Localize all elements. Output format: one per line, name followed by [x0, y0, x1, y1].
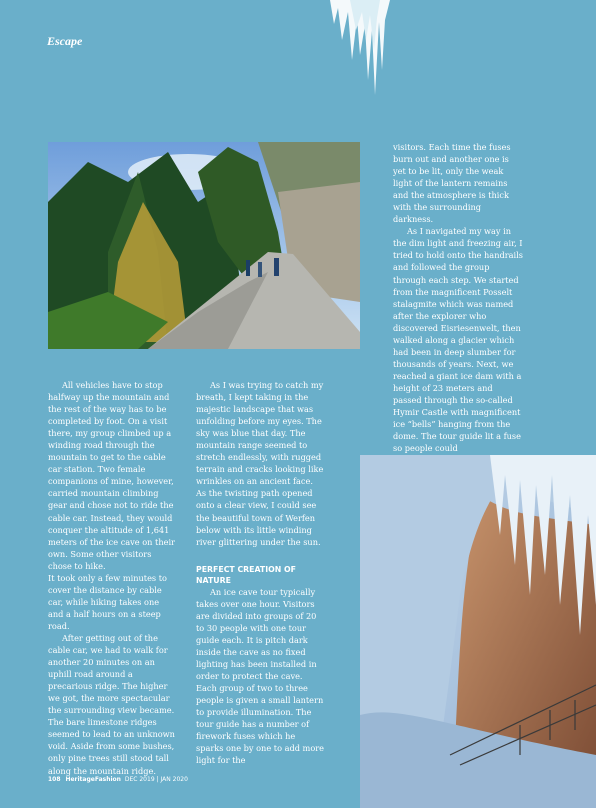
paragraph: An ice cave tour typically takes over one hour. Visitors are divided into groups of 20 to 30 people with one tour guide each. It is pitch dark inside the cave as no fixed lighting has been installed in order to protect the cave. Each group of two to three people is given a small lantern to provide illumination. The tour guide has a number of firework fuses which he sparks one by one to add more light for the [196, 586, 325, 766]
icicles-decoration [330, 0, 390, 100]
paragraph: It took only a few minutes to cover the distance by cable car, while hiking takes one and a half hours on a steep road. [48, 572, 167, 631]
text-column-3 [393, 141, 523, 454]
section-heading: PERFECT CREATION OF NATURE [196, 564, 296, 585]
issue-date: DEC 2019 | JAN 2020 [124, 776, 188, 783]
text-column-1 [48, 379, 176, 777]
section-label: Escape [47, 34, 83, 48]
paragraph: As the twisting path opened onto a clear view, I could see the beautiful town of Werfen below with its little winding river glittering under the sun. [196, 488, 321, 547]
mountain-road-illustration [48, 142, 360, 349]
ice-cave-photo [360, 455, 596, 808]
paragraph: visitors. Each time the fuses burn out and another one is yet to be lit, only the weak light of the lantern remains and the atmosphere is thick with the surrounding darkness. [393, 142, 511, 225]
publication-name: HeritageFashion [65, 776, 121, 783]
page-number: 108 [48, 776, 61, 783]
mountain-road-photo [48, 142, 360, 349]
paragraph: As I navigated my way in the dim light and freezing air, I tried to hold onto the handrails and followed the group through each step. We started from the magnificent Posselt stalagmite which was named after the explorer who discovered Eisriesenwelt, then walked along a glacier which had been in deep slumber for thousands of years. Next, we reached a giant ice dam with a height of 23 meters and passed through the so-called Hymir Castle with magnificent ice “bells” hanging from the dome. The tour guide lit a fuse so people could [393, 226, 523, 454]
text-column-2 [196, 379, 324, 766]
ice-cave-illustration [360, 455, 596, 808]
paragraph: All vehicles have to stop halfway up the mountain and the rest of the way has to be completed by foot. On a visit there, my group climbed up a winding road through the mountain to get to the cable car station. Two female companions of mine, however, carried mountain climbing gear and chose not to ride the cable car. Instead, they would conquer the altitude of 1,641 meters of the ice cave on their own. Some other visitors chose to hike. [48, 380, 175, 571]
paragraph: As I was trying to catch my breath, I kept taking in the majestic landscape that was unfolding before my eyes. The sky was blue that day. The mountain range seemed to stretch endlessly, with rugged terrain and cracks looking like wrinkles on an ancient face. [196, 380, 324, 487]
paragraph: After getting out of the cable car, we had to walk for another 20 minutes on an uphill road around a precarious ridge. The higher we got, the more spectacular the surrounding view became. The bare limestone ridges seemed to lead to an unknown void. Aside from some bushes, only pine trees still stood tall along the mountain ridge. [48, 632, 175, 776]
page-footer [48, 776, 188, 783]
